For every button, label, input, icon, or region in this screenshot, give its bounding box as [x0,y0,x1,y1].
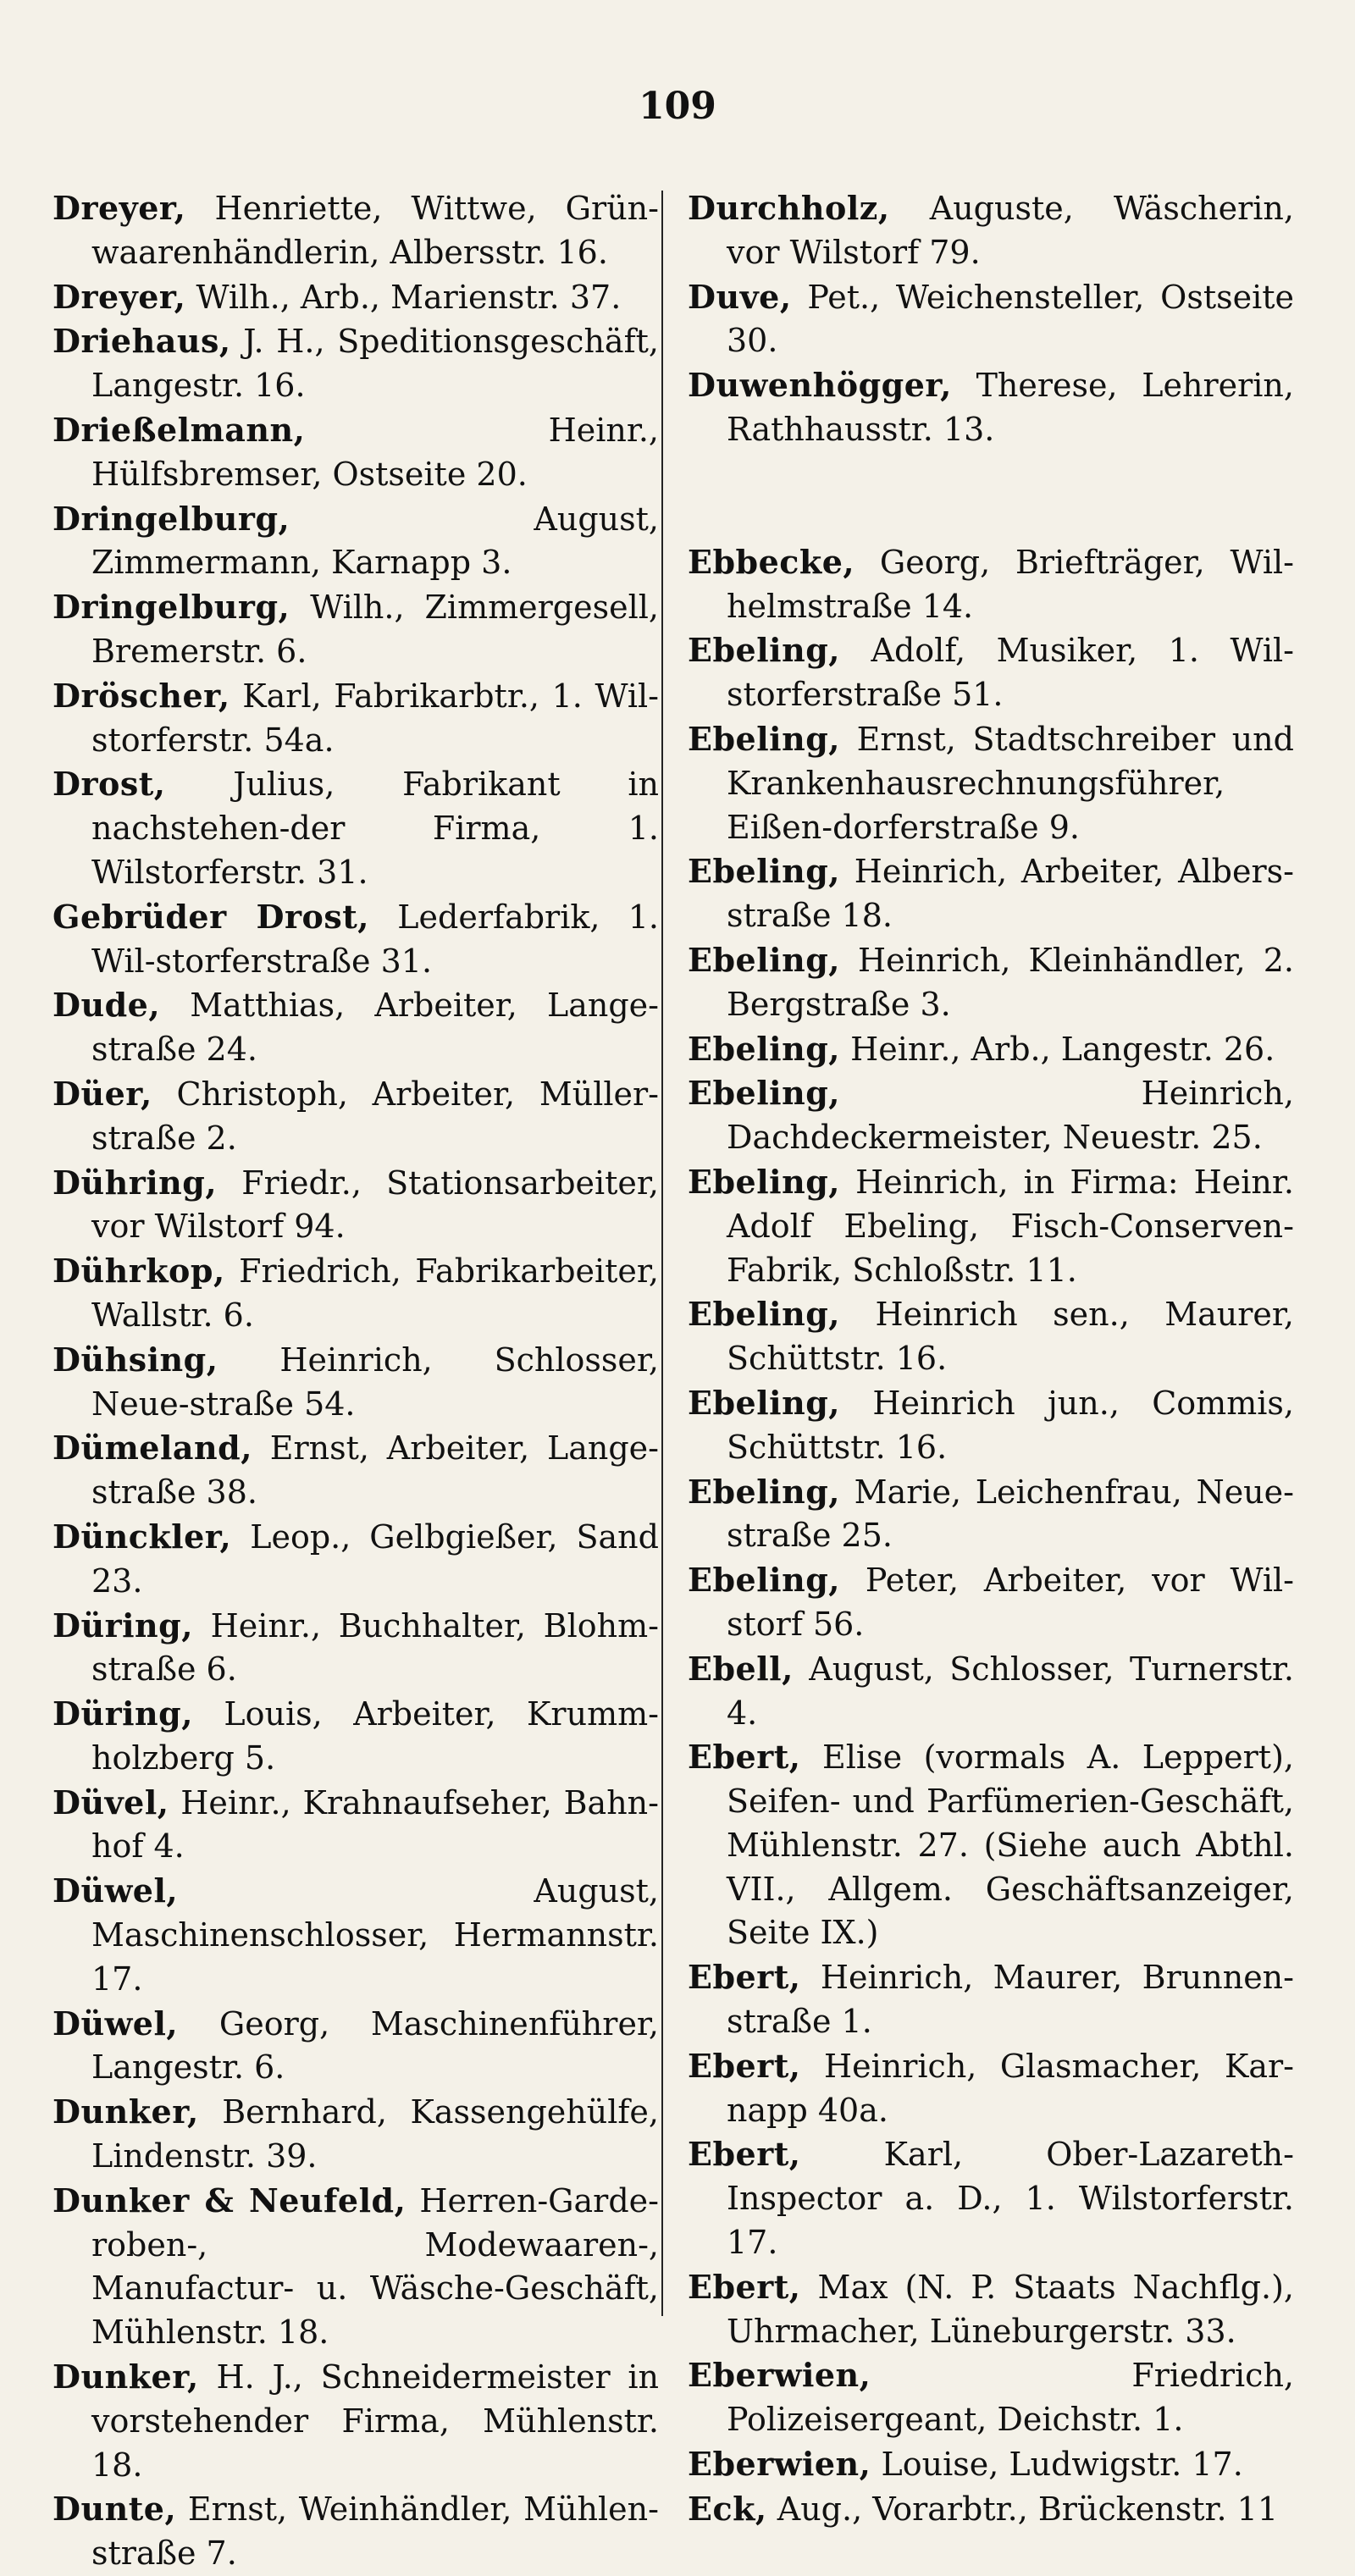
directory-entry [688,1071,1294,1160]
entry-details: Julius, Fabrikant in nachstehen-der Firma, 1. Wilstorferstr. 31. [91,766,659,891]
directory-entry [53,895,659,984]
entry-details: Heinr., Krahnaufseher, Bahn-hof 4. [91,1783,659,1866]
entry-details: J. H., Speditionsgeschäft, Langestr. 16. [91,323,659,405]
entry-name: Ebeling, [688,1295,841,1334]
directory-entry [53,2090,659,2179]
directory-entry [53,1426,659,1515]
entry-details: Heinrich, in Firma: Heinr. Adolf Ebeling, Fisch-Conserven-Fabrik, Schloßstr. 11. [727,1163,1294,1289]
entry-name: Dünckler, [53,1517,232,1556]
entry-details: Louise, Ludwigstr. 17. [881,2446,1243,2484]
directory-entry [53,1781,659,1870]
entry-details: Ernst, Stadtschreiber und Krankenhausrechnungsführer, Eißen-dorferstraße 9. [727,720,1294,846]
entry-name: Ebeling, [688,719,841,758]
entry-details: Herren-Garde-roben-, Modewaaren-, Manufactur- u. Wäsche-Geschäft, Mühlenstr. 18. [91,2181,659,2352]
entry-name: Ebeling, [688,940,841,979]
entry-name: Ebert, [688,2267,801,2306]
entry-name: Dreyer, [53,277,186,316]
entry-details: Louis, Arbeiter, Krumm-holzberg 5. [91,1695,659,1777]
entry-details: Auguste, Wäscherin, vor Wilstorf 79. [727,190,1294,271]
entry-details: Aug., Vorarbtr., Brückenstr. 11 [777,2490,1278,2528]
entry-name: Ebert, [688,2135,801,2174]
entry-details: Pet., Weichensteller, Ostseite 30. [727,278,1294,360]
entry-name: Dühring, [53,1163,218,1202]
directory-entry [688,1470,1294,1559]
entry-details: Friedr., Stationsarbeiter, vor Wilstorf 94. [91,1164,659,1246]
entry-name: Dühsing, [53,1340,218,1379]
entry-name: Dude, [53,986,161,1025]
entry-name: Dümeland, [53,1429,252,1468]
entry-details: Heinr., Buchhalter, Blohm-straße 6. [91,1606,659,1689]
directory-entry [53,1692,659,1781]
directory-entry [53,1338,659,1427]
entry-name: Duve, [688,277,792,316]
entry-details: Lederfabrik, 1. Wil-storferstraße 31. [91,898,659,980]
directory-entry [688,275,1294,364]
directory-entry [53,408,659,497]
directory-entry [688,186,1294,275]
entry-name: Dunte, [53,2490,177,2529]
directory-entry [688,1735,1294,1955]
directory-entry [53,1161,659,1250]
directory-entry [688,2353,1294,2442]
page-number: 109 [639,85,716,128]
entry-details: Heinrich, Glasmacher, Kar-napp 40a. [727,2047,1294,2129]
directory-entry [688,1647,1294,1736]
entry-name: Düwel, [53,1871,179,1910]
entry-name: Ebeling, [688,1029,841,1068]
column-divider [661,191,663,2316]
section-gap [688,452,1294,540]
entry-details: Friedrich, Fabrikarbeiter, Wallstr. 6. [91,1252,659,1334]
directory-entry [688,1558,1294,1647]
entry-details: August, Zimmermann, Karnapp 3. [91,500,659,582]
left-column [53,186,659,2576]
directory-entry [688,2265,1294,2354]
directory-entry [688,2487,1294,2532]
right-column [688,186,1294,2532]
entry-name: Düwel, [53,2004,179,2043]
directory-entry [53,1249,659,1338]
entry-name: Gebrüder Drost, [53,897,370,936]
entry-details: Matthias, Arbeiter, Lange-straße 24. [91,987,659,1069]
entry-details: Heinr., Hülfsbremser, Ostseite 20. [91,411,659,493]
entry-details: Karl, Ober-Lazareth-Inspector a. D., 1. Wilstorferstr. 17. [727,2136,1294,2262]
directory-entry [688,628,1294,717]
directory-entry [53,497,659,586]
entry-name: Dringelburg, [53,499,290,538]
entry-details: August, Schlosser, Turnerstr. 4. [727,1650,1294,1732]
entry-name: Ebeling, [688,1074,841,1113]
entry-name: Ebeling, [688,852,841,891]
entry-name: Dringelburg, [53,588,290,627]
entry-details: Peter, Arbeiter, vor Wil-storf 56. [727,1562,1294,1643]
entry-details: Georg, Briefträger, Wil-helmstraße 14. [727,543,1294,625]
entry-details: Christoph, Arbeiter, Müller-straße 2. [91,1075,659,1157]
entry-name: Ebert, [688,1738,801,1777]
entry-name: Ebeling, [688,631,841,670]
entry-name: Dröscher, [53,676,230,715]
directory-entry [688,540,1294,629]
directory-entry [688,849,1294,938]
directory-entry [53,585,659,674]
right-column-d-entries [688,186,1294,452]
entry-name: Ebert, [688,2046,801,2085]
entry-name: Ebert, [688,1958,801,1997]
entry-name: Ebeling, [688,1472,841,1511]
entry-name: Ebbecke, [688,542,855,581]
entry-details: Henriette, Wittwe, Grün-waarenhändlerin, Albersstr. 16. [91,190,659,271]
directory-entry [53,186,659,275]
directory-entry [53,2179,659,2355]
directory-entry [53,674,659,763]
directory-entry [53,762,659,894]
entry-name: Ebell, [688,1649,794,1688]
entry-details: Georg, Maschinenführer, Langestr. 6. [91,2004,659,2087]
directory-entry [688,1027,1294,1072]
entry-details: Karl, Fabrikarbtr., 1. Wil-storferstr. 54a. [91,677,659,759]
entry-details: Heinrich jun., Commis, Schüttstr. 16. [727,1384,1294,1466]
entry-details: August, Maschinenschlosser, Hermannstr. 17. [91,1872,659,1998]
entry-details: Ernst, Weinhändler, Mühlen-straße 7. [91,2490,659,2573]
entry-details: Heinrich, Maurer, Brunnen-straße 1. [727,1959,1294,2041]
entry-name: Drost, [53,765,166,804]
entry-details: Wilh., Arb., Marienstr. 37. [196,278,622,316]
entry-details: Marie, Leichenfrau, Neue-straße 25. [727,1473,1294,1555]
right-column-e-entries [688,540,1294,2532]
entry-details: Bernhard, Kassengehülfe, Lindenstr. 39. [91,2093,659,2175]
entry-name: Eberwien, [688,2445,871,2484]
entry-details: Max (N. P. Staats Nachflg.), Uhrmacher, Lüneburgerstr. 33. [727,2268,1294,2350]
directory-entry [53,319,659,408]
directory-entry [688,717,1294,849]
entry-name: Düvel, [53,1783,169,1821]
entry-name: Duwenhögger, [688,366,952,405]
directory-entry [53,2355,659,2487]
entry-name: Ebeling, [688,1383,841,1422]
entry-name: Ebeling, [688,1561,841,1600]
directory-entry [53,983,659,1072]
entry-details: Leop., Gelbgießer, Sand 23. [91,1517,659,1600]
entry-details: Therese, Lehrerin, Rathhausstr. 13. [727,367,1294,448]
directory-entry [688,2132,1294,2264]
entry-name: Dunker & Neufeld, [53,2181,406,2219]
directory-entry [53,1515,659,1604]
entry-details: Heinrich, Dachdeckermeister, Neuestr. 25. [727,1075,1294,1157]
entry-name: Dunker, [53,2358,199,2396]
entry-name: Durchholz, [688,189,890,227]
directory-entry [53,1869,659,2001]
entry-name: Eberwien, [688,2356,871,2395]
directory-entry [688,1160,1294,1292]
directory-entry [53,2487,659,2576]
entry-details: Wilh., Zimmergesell, Bremerstr. 6. [91,589,659,670]
entry-name: Driehaus, [53,322,231,361]
directory-entry [688,938,1294,1027]
entry-name: Dührkop, [53,1252,225,1291]
directory-entry [688,363,1294,452]
directory-entry [53,1604,659,1693]
entry-name: Dunker, [53,2092,199,2131]
directory-entry [53,1072,659,1161]
directory-entry [688,1381,1294,1470]
entry-name: Düring, [53,1606,193,1645]
entry-details: Heinrich, Schlosser, Neue-straße 54. [91,1341,659,1423]
entry-details: Friedrich, Polizeisergeant, Deichstr. 1. [727,2357,1294,2439]
entry-details: Elise (vormals A. Leppert), Seifen- und Parfümerien-Geschäft, Mühlenstr. 27. (Siehe auch Abthl. VII., Allgem. Geschäftsanzeiger, Seite IX.) [727,1739,1294,1952]
directory-entry [688,1955,1294,2044]
directory-entry [688,2442,1294,2487]
entry-name: Dreyer, [53,189,186,227]
entry-details: Heinr., Arb., Langestr. 26. [850,1030,1275,1068]
entry-details: Heinrich, Kleinhändler, 2. Bergstraße 3. [727,941,1294,1023]
entry-details: Heinrich sen., Maurer, Schüttstr. 16. [727,1296,1294,1378]
directory-entry [688,1292,1294,1381]
directory-entry [53,275,659,320]
entry-details: Ernst, Arbeiter, Lange-straße 38. [91,1429,659,1512]
entry-details: H. J., Schneidermeister in vorstehender Firma, Mühlenstr. 18. [91,2358,659,2484]
directory-entry [53,2002,659,2091]
directory-entry [688,2044,1294,2133]
entry-name: Eck, [688,2489,767,2528]
entry-details: Adolf, Musiker, 1. Wil-storferstraße 51. [727,632,1294,714]
entry-name: Ebeling, [688,1162,841,1201]
entry-name: Düer, [53,1074,152,1113]
entry-details: Heinrich, Arbeiter, Albers-straße 18. [727,853,1294,935]
entry-name: Drießelmann, [53,410,306,449]
entry-name: Düring, [53,1694,193,1733]
